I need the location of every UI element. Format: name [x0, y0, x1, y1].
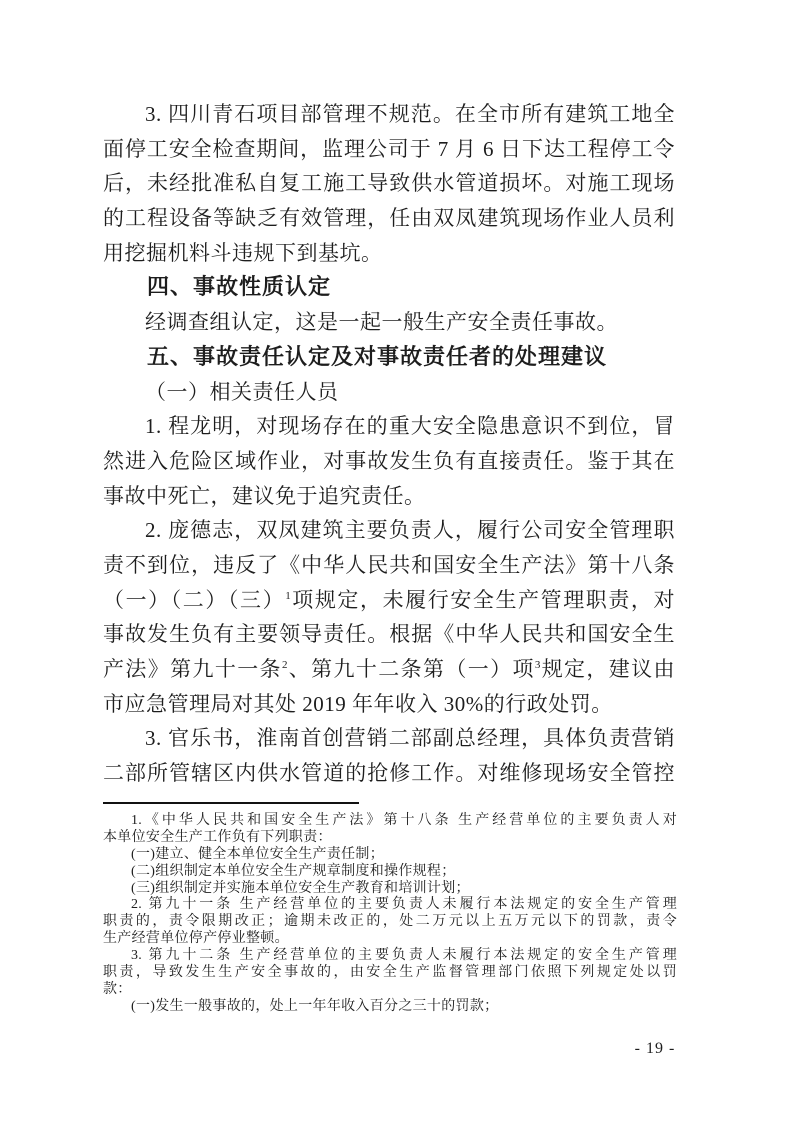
- footnote-ref-3: 3: [534, 659, 541, 671]
- document-body: [103, 97, 675, 791]
- body-line: 2. 庞德志，双凤建筑主要负责人，履行公司安全管理职: [145, 518, 675, 543]
- footnote-line: (二)组织制定本单位安全生产规章制度和操作规程；: [131, 863, 456, 879]
- body-line: 然进入危险区域作业，对事故发生负有直接责任。鉴于其在: [103, 448, 675, 473]
- body-text: 项规定，未履行安全生产管理职责，对: [291, 587, 676, 612]
- body-line: [103, 583, 675, 618]
- footnote-ref-2: 2: [281, 659, 288, 671]
- body-line: 经调查组认定，这是一起一般生产安全责任事故。: [145, 310, 618, 335]
- body-text: 、第九十二条第（一）项: [287, 657, 535, 681]
- footnote-line: 2. 第九十一条 生产经营单位的主要负责人未履行本法规定的安全生产管理: [131, 897, 677, 913]
- footnotes-block: [103, 813, 677, 1016]
- footnote-separator: [103, 802, 359, 804]
- body-line: 用挖掘机料斗违规下到基坑。: [103, 240, 383, 265]
- body-line: [103, 652, 675, 687]
- body-line: 3. 官乐书，淮南首创营销二部副总经理，具体负责营销: [145, 726, 675, 751]
- body-line: 后，未经批准私自复工施工导致供水管道损坏。对施工现场: [103, 171, 675, 196]
- body-line: 责不到位，违反了《中华人民共和国安全生产法》第十八条: [103, 552, 675, 577]
- body-text: 规定，建议由: [540, 657, 676, 681]
- footnote-line: (三)组织制定并实施本单位安全生产教育和培训计划；: [131, 880, 470, 896]
- body-line: 1. 程龙明，对现场存在的重大安全隐患意识不到位，冒: [145, 414, 675, 439]
- footnote-ref-1: 1: [285, 589, 292, 602]
- page-number: - 19 -: [634, 1040, 676, 1057]
- body-line: 事故中死亡，建议免于追究责任。: [103, 483, 426, 508]
- body-text: 产法》第九十一条: [103, 657, 282, 681]
- footnote-line: 生产经营单位停产停业整顿。: [103, 931, 289, 947]
- body-line: 的工程设备等缺乏有效管理，任由双凤建筑现场作业人员利: [103, 206, 675, 231]
- section-heading-5: 五、事故责任认定及对事故责任者的处理建议: [147, 343, 608, 369]
- section-heading-4: 四、事故性质认定: [147, 274, 332, 300]
- footnote-line: 职责的，责令限期改正；逾期未改正的，处二万元以上五万元以下的罚款，责令: [103, 914, 677, 930]
- body-line: 市应急管理局对其处 2019 年年收入 30%的行政处罚。: [103, 691, 613, 716]
- subsection-heading: （一）相关责任人员: [145, 379, 339, 404]
- footnote-line: 款：: [103, 981, 132, 997]
- footnote-line: 本单位安全生产工作负有下列职责：: [103, 829, 332, 845]
- body-line: 二部所管辖区内供水管道的抢修工作。对维修现场安全管控: [103, 761, 675, 786]
- body-text: （一）（二）（三）: [103, 587, 286, 612]
- body-line: 事故发生负有主要领导责任。根据《中华人民共和国安全生: [103, 622, 675, 647]
- footnote-line: (一)发生一般事故的，处上一年年收入百分之三十的罚款；: [131, 998, 499, 1014]
- footnote-line: (一)建立、健全本单位安全生产责任制；: [131, 846, 385, 862]
- body-line: 3. 四川青石项目部管理不规范。在全市所有建筑工地全: [145, 102, 675, 126]
- footnote-line: 职责，导致发生生产安全事故的，由安全生产监督管理部门依照下列规定处以罚: [103, 965, 677, 981]
- footnote-line: 1.《中华人民共和国安全生产法》第十八条 生产经营单位的主要负责人对: [131, 813, 677, 828]
- footnote-line: 3. 第九十二条 生产经营单位的主要负责人未履行本法规定的安全生产管理: [131, 948, 677, 964]
- body-line: 面停工安全检查期间，监理公司于 7 月 6 日下达工程停工令: [103, 136, 675, 161]
